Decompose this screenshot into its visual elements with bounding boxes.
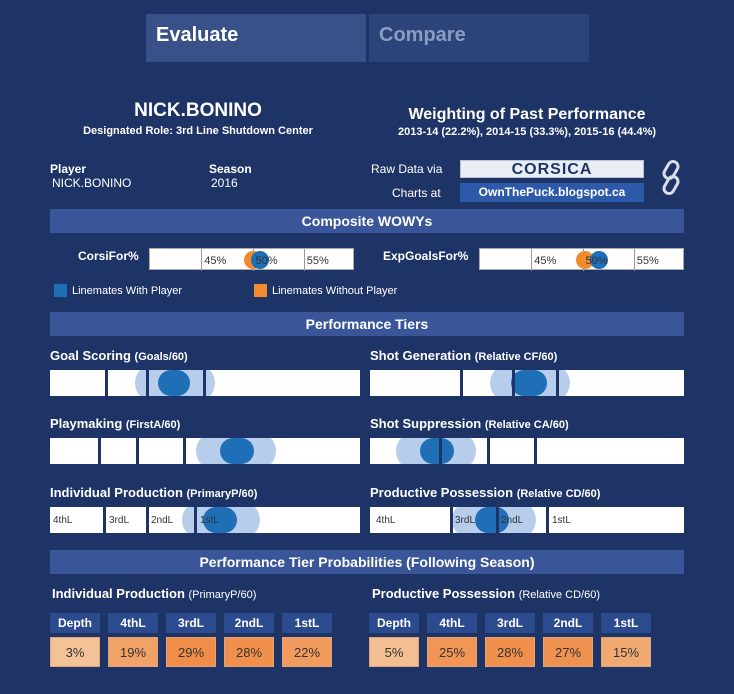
tier-divider <box>103 507 106 533</box>
goal-scoring-title: Goal Scoring (Goals/60) <box>50 348 188 363</box>
indiv-prob-value-depth: 3% <box>50 637 100 667</box>
corsi-wowy-bar <box>149 248 354 270</box>
poss-prob-value-4thl: 25% <box>427 637 477 667</box>
tier-divider <box>105 370 108 396</box>
corsi-tick-label: 50% <box>255 255 278 267</box>
poss-prob-header-2ndl: 2ndL <box>543 613 593 633</box>
tier-divider <box>439 438 442 464</box>
tier-label-1stl: 1stL <box>552 515 571 526</box>
indiv-prob-header-2ndl: 2ndL <box>224 613 274 633</box>
tier-divider <box>496 507 499 533</box>
corsi-tick-label: 55% <box>306 255 329 267</box>
tab-compare[interactable]: Compare <box>369 14 589 62</box>
poss-prob-header-1stl: 1stL <box>601 613 651 633</box>
tier-label-2ndl: 2ndL <box>501 515 524 526</box>
xg-tick <box>531 249 532 271</box>
player-value: NICK.BONINO <box>52 176 132 190</box>
corsica-logo[interactable]: CORSICA <box>460 160 644 178</box>
poss-prob-value-depth: 5% <box>369 637 419 667</box>
prob-possession-title: Productive Possession (Relative CD/60) <box>372 586 600 601</box>
tier-label-3rdl: 3rdL <box>109 515 130 526</box>
tier-divider <box>146 370 149 396</box>
tier-divider <box>450 507 453 533</box>
tier-divider <box>203 370 206 396</box>
poss-prob-value-1stl: 15% <box>601 637 651 667</box>
weighting-title: Weighting of Past Performance <box>408 106 646 123</box>
chain-link-icon <box>657 160 685 196</box>
section-performance-tiers: Performance Tiers <box>50 312 684 336</box>
indiv-prob-value-1stl: 22% <box>282 637 332 667</box>
indiv-prob-value-4thl: 19% <box>108 637 158 667</box>
player-label: Player <box>50 162 87 176</box>
shot-suppression-bar <box>370 438 684 464</box>
legend-without-label: Linemates Without Player <box>272 285 398 297</box>
xg-tick-label: 45% <box>534 255 557 267</box>
raw-data-label: Raw Data via <box>371 162 443 176</box>
section-tier-probabilities: Performance Tier Probabilities (Following Season) <box>50 550 684 574</box>
section-composite-wowys: Composite WOWYs <box>50 209 684 233</box>
indiv-prob-header-depth: Depth <box>50 613 100 633</box>
tier-divider <box>146 507 149 533</box>
xg-tick-label: 55% <box>636 255 659 267</box>
tier-divider <box>534 438 537 464</box>
season-value: 2016 <box>211 176 238 190</box>
poss-prob-header-3rdl: 3rdL <box>485 613 535 633</box>
individual-production-bar <box>50 507 360 533</box>
indiv-prob-header-1stl: 1stL <box>282 613 332 633</box>
shotsup-range-inner <box>420 438 454 464</box>
tier-divider <box>136 438 139 464</box>
tier-divider <box>546 507 549 533</box>
player-title: NICK.BONINO <box>134 100 262 121</box>
tier-divider <box>556 370 559 396</box>
poss-prob-header-depth: Depth <box>369 613 419 633</box>
individual-production-title: Individual Production (PrimaryP/60) <box>50 485 258 500</box>
shot-generation-bar <box>370 370 684 396</box>
tier-divider <box>183 438 186 464</box>
goal-scoring-bar <box>50 370 360 396</box>
tier-divider <box>98 438 101 464</box>
season-label: Season <box>209 162 252 176</box>
playmaking-bar <box>50 438 360 464</box>
corsi-label: CorsiFor% <box>78 249 139 263</box>
tier-label-4thl: 4thL <box>376 515 396 526</box>
charts-at-label: Charts at <box>392 186 441 200</box>
poss-prob-value-3rdl: 28% <box>485 637 535 667</box>
play-range-inner <box>220 438 254 464</box>
corsi-tick <box>304 249 305 271</box>
indiv-prob-value-3rdl: 29% <box>166 637 216 667</box>
tier-divider <box>460 370 463 396</box>
productive-possession-bar <box>370 507 684 533</box>
tier-label-2ndl: 2ndL <box>151 515 174 526</box>
corsi-tick-label: 45% <box>204 255 227 267</box>
xg-label: ExpGoalsFor% <box>383 249 469 263</box>
tier-divider <box>512 370 515 396</box>
xg-tick-label: 50% <box>585 255 608 267</box>
ownthepuck-link[interactable]: OwnThePuck.blogspot.ca <box>460 183 644 202</box>
productive-possession-title: Productive Possession (Relative CD/60) <box>370 485 601 500</box>
tab-evaluate[interactable]: Evaluate <box>146 14 366 62</box>
tier-divider <box>487 438 490 464</box>
corsi-tick <box>201 249 202 271</box>
legend-with-swatch <box>54 284 67 297</box>
goal-range-inner <box>158 370 190 396</box>
shotgen-range-inner <box>511 370 547 396</box>
legend-with-label: Linemates With Player <box>72 285 183 297</box>
poss-prob-value-2ndl: 27% <box>543 637 593 667</box>
indiv-prob-header-3rdl: 3rdL <box>166 613 216 633</box>
tier-label-4thl: 4thL <box>53 515 73 526</box>
poss-prob-header-4thl: 4thL <box>427 613 477 633</box>
xg-tick <box>634 249 635 271</box>
tier-label-3rdl: 3rdL <box>455 515 476 526</box>
legend-without-swatch <box>254 284 267 297</box>
weighting-detail: 2013-14 (22.2%), 2014-15 (33.3%), 2015-16 (44.4%) <box>397 126 657 138</box>
xg-wowy-bar <box>479 248 684 270</box>
shot-generation-title: Shot Generation (Relative CF/60) <box>370 348 558 363</box>
tier-label-1stl: 1stL <box>200 515 219 526</box>
tier-divider <box>194 507 197 533</box>
playmaking-title: Playmaking (FirstA/60) <box>50 416 181 431</box>
indiv-prob-header-4thl: 4thL <box>108 613 158 633</box>
prob-individual-title: Individual Production (PrimaryP/60) <box>52 586 257 601</box>
shot-suppression-title: Shot Suppression (Relative CA/60) <box>370 416 569 431</box>
player-role: Designated Role: 3rd Line Shutdown Center <box>83 125 313 137</box>
indiv-prob-value-2ndl: 28% <box>224 637 274 667</box>
